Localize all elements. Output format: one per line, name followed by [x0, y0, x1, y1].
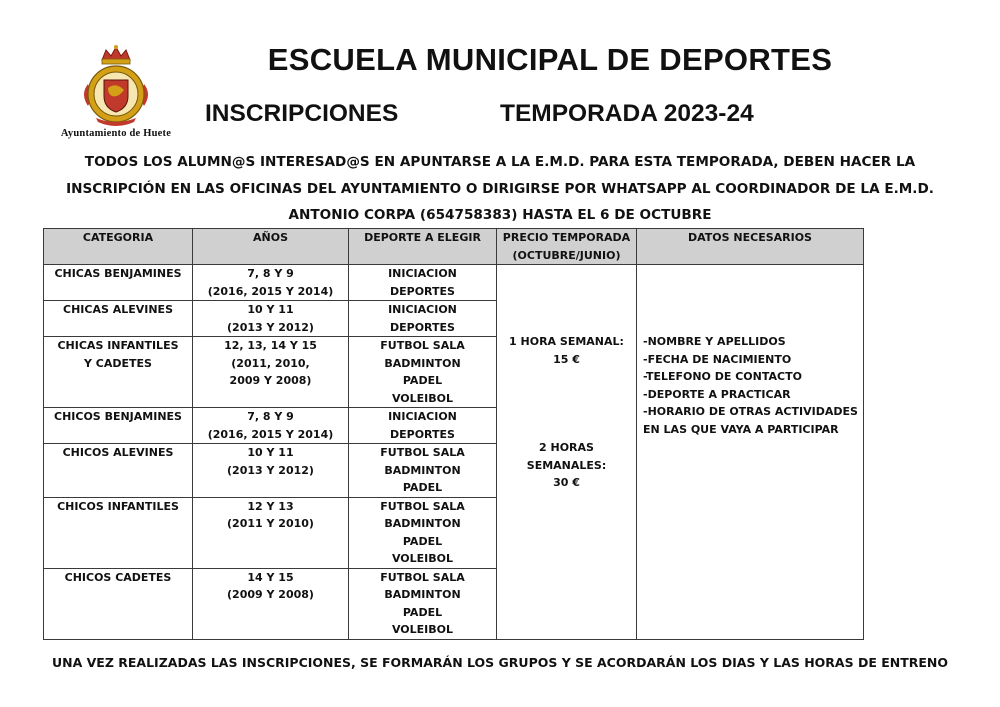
header-anos: AÑOS [193, 229, 349, 265]
price-line: 1 HORA SEMANAL: [509, 335, 624, 348]
deporte-cell [349, 301, 497, 337]
deporte-cell-line: DEPORTES [390, 284, 455, 298]
logo-caption: Ayuntamiento de Huete [60, 128, 172, 139]
anos-cell [193, 568, 349, 639]
anos-cell [193, 265, 349, 301]
intro-line: ANTONIO CORPA (654758383) HASTA EL 6 DE OCTUBRE [288, 207, 712, 223]
price-option-2 [497, 439, 636, 492]
categoria-cell [44, 265, 193, 301]
categoria-cell [44, 301, 193, 337]
needs-item: -FECHA DE NACIMIENTO [643, 352, 792, 366]
deporte-cell-line: PADEL [402, 534, 443, 548]
page-title: ESCUELA MUNICIPAL DE DEPORTES [267, 42, 833, 77]
header-categoria: CATEGORIA [44, 229, 193, 265]
anos-cell-line: 10 Y 11 [247, 446, 294, 459]
needs-item: -HORARIO DE OTRAS ACTIVIDADES [643, 405, 858, 418]
deporte-cell-line: DEPORTES [390, 320, 455, 334]
header-precio [497, 229, 637, 265]
categoria-cell-line: CHICAS BENJAMINES [54, 267, 182, 280]
anos-cell-line: (2016, 2015 Y 2014) [207, 284, 334, 298]
deporte-cell-line: BADMINTON [384, 356, 461, 370]
price-line: 2 HORAS [539, 441, 594, 454]
categoria-cell-line: CHICAS ALEVINES [63, 303, 173, 316]
intro-line: INSCRIPCIÓN EN LAS OFICINAS DEL AYUNTAMIENTO O DIRIGIRSE POR WHATSAPP AL COORDINADOR DE LA E.M.D. [66, 180, 934, 197]
deporte-cell [349, 337, 497, 408]
deporte-cell-line: INICIACION [388, 303, 457, 316]
deporte-cell-line: PADEL [402, 481, 443, 494]
anos-cell-line: 14 Y 15 [247, 570, 294, 584]
categoria-cell-line: CHICOS INFANTILES [57, 499, 179, 513]
coat-of-arms-icon [78, 44, 154, 128]
anos-cell-line: (2011, 2010, [231, 356, 310, 370]
needs-item: -NOMBRE Y APELLIDOS [643, 335, 786, 348]
needs-item: -DEPORTE A PRACTICAR [643, 387, 791, 401]
deporte-cell [349, 568, 497, 639]
header-precio-line: (OCTUBRE/JUNIO) [512, 248, 621, 262]
deporte-cell-line: PADEL [402, 605, 443, 619]
deporte-cell [349, 497, 497, 568]
deporte-cell [349, 444, 497, 498]
deporte-cell-line: BADMINTON [384, 588, 461, 601]
deporte-cell-line: INICIACION [388, 267, 457, 280]
anos-cell [193, 408, 349, 444]
anos-cell-line: (2013 Y 2012) [227, 463, 314, 477]
anos-cell-line: 12, 13, 14 Y 15 [224, 339, 317, 352]
subtitle-inscripciones: INSCRIPCIONES [205, 100, 399, 127]
deporte-cell-line: FUTBOL SALA [380, 570, 465, 584]
categoria-cell [44, 408, 193, 444]
header-deporte: DEPORTE A ELEGIR [349, 229, 497, 265]
deporte-cell-line: DEPORTES [390, 427, 455, 441]
categoria-cell-line: CHICOS ALEVINES [62, 446, 174, 459]
categoria-cell [44, 568, 193, 639]
anos-cell-line: (2016, 2015 Y 2014) [207, 427, 334, 441]
anos-cell [193, 337, 349, 408]
anos-cell [193, 497, 349, 568]
intro-paragraph [30, 149, 970, 229]
anos-cell [193, 444, 349, 498]
deporte-cell-line: PADEL [402, 374, 443, 387]
deporte-cell-line: FUTBOL SALA [380, 446, 465, 459]
anos-cell [193, 301, 349, 337]
anos-cell-line: 10 Y 11 [247, 303, 294, 316]
subtitle-temporada: TEMPORADA 2023-24 [500, 100, 754, 127]
footer-note: UNA VEZ REALIZADAS LAS INSCRIPCIONES, SE FORMARÁN LOS GRUPOS Y SE ACORDARÁN LOS DIAS Y LAS HORAS DE ENTRENO [51, 655, 949, 670]
categoria-cell-line: CHICAS INFANTILES [57, 339, 179, 352]
deporte-cell-line: BADMINTON [384, 517, 461, 530]
categoria-cell [44, 337, 193, 408]
anos-cell-line: 12 Y 13 [247, 499, 294, 513]
price-line: 30 € [553, 476, 580, 489]
intro-line: TODOS LOS ALUMN@S INTERESAD@S EN APUNTARSE A LA E.M.D. PARA ESTA TEMPORADA, DEBEN HACER LA [84, 154, 916, 170]
needs-item: -TELEFONO DE CONTACTO [643, 370, 802, 383]
categoria-cell-line: CHICOS BENJAMINES [54, 410, 182, 423]
deporte-cell-line: VOLEIBOL [391, 552, 454, 565]
categoria-cell-line: Y CADETES [84, 356, 152, 370]
categoria-cell [44, 444, 193, 498]
deporte-cell-line: VOLEIBOL [391, 391, 454, 405]
precio-cell [497, 265, 637, 640]
datos-cell [637, 265, 864, 640]
municipal-logo [56, 44, 176, 144]
price-line: 15 € [553, 352, 580, 366]
deporte-cell-line: FUTBOL SALA [380, 499, 465, 513]
deporte-cell [349, 408, 497, 444]
deporte-cell-line: FUTBOL SALA [380, 339, 465, 352]
deporte-cell-line: BADMINTON [384, 463, 461, 477]
categoria-cell [44, 497, 193, 568]
anos-cell-line: (2009 Y 2008) [227, 588, 314, 601]
price-option-1 [497, 333, 636, 368]
anos-cell-line: (2011 Y 2010) [227, 517, 314, 530]
anos-cell-line: 2009 Y 2008) [229, 374, 312, 387]
anos-cell-line: 7, 8 Y 9 [247, 410, 294, 423]
price-line: SEMANALES: [526, 458, 607, 472]
needs-item: EN LAS QUE VAYA A PARTICIPAR [643, 422, 839, 436]
anos-cell-line: (2013 Y 2012) [227, 320, 314, 334]
table-header-row [44, 229, 864, 265]
header-precio-line: PRECIO TEMPORADA [502, 231, 631, 244]
table-row [44, 265, 864, 301]
registration-table [43, 228, 864, 640]
categoria-cell-line: CHICOS CADETES [64, 570, 172, 584]
deporte-cell-line: INICIACION [388, 410, 457, 423]
deporte-cell-line: VOLEIBOL [391, 623, 454, 636]
anos-cell-line: 7, 8 Y 9 [247, 267, 294, 280]
header-datos: DATOS NECESARIOS [637, 229, 864, 265]
deporte-cell [349, 265, 497, 301]
